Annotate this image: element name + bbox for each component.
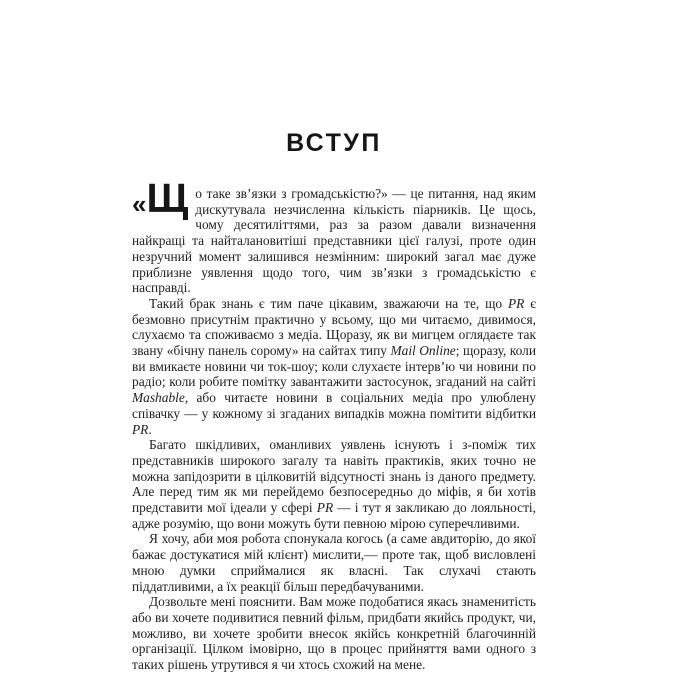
text-run: , або читаєте новини в соціальних медіа про улюблену співачку — у кожному зі згаданих випадків можна помітити відбитки xyxy=(132,390,536,421)
italic-run: PR xyxy=(508,295,525,311)
text-run: о таке зв’язки з громадськістю?» — це питання, над яким дискутувала незчисленна кількість піарників. Це щось, чому десятиліттями, раз за разом давали визначення найкращі та найталановитіші представники цієї галузі, проте один незручний момент залишився незмінним: широкий загал має дуже приблизне уявлення щодо того, чим зв’язки з громадськістю є насправді. xyxy=(132,186,536,296)
text-run: є безмовно присутнім практично у всьому, що ми читаємо, дивимося, слухаємо та споживаємо з медіа. Щоразу, як ви мигцем оглядаєте так звану «бічну панель сорому» на сайтах типу xyxy=(132,295,536,359)
text-run: Я хочу, аби моя робота спонукала когось (а саме авдиторію, до якої бажає достукатися мій клієнт) мислити,— проте так, щоб висловлені мною думки сприймалися як власні. Так слухачі стають піддатливими, а їх реакції більш передбачуваними. xyxy=(132,531,536,594)
text-run: Такий брак знань є тим паче цікавим, зважаючи на те, що xyxy=(149,295,508,311)
text-run: . xyxy=(148,421,152,437)
paragraph xyxy=(132,437,536,531)
paragraph xyxy=(132,296,536,437)
text-run: Дозвольте мені пояснити. Вам може подобатися якась знаменитість або ви хочете подивитися певний фільм, придбати якийсь продукт, чи, можливо, ви хочете зробити внесок якійсь конкретній благочинній організації. Цілком імовірно, що в процес прийняття вами одного з таких рішень утрутився я чи хтось схожий на мене. xyxy=(132,594,536,673)
text-run: ; щоразу, коли ви вмикаєте новини чи ток-шоу; коли слухаєте інтерв’ю чи новини по радіо; коли робите помітку завантажити застосунок, згаданий на сайті xyxy=(132,343,537,390)
text-run: Багато шкідливих, оманливих уявлень існують і з-поміж тих представників широкого загалу та навіть практиків, яких точно не можна запідозрити в цілковитій відсутності знань із даного предмету. Але перед тим як ми перейдемо безпосередньо до міфів, я би хотів представити мої ідеали у сфері xyxy=(132,437,536,516)
paragraph xyxy=(132,594,536,673)
drop-cap: «Щ xyxy=(132,175,189,221)
italic-run: Mashable xyxy=(132,390,185,406)
paragraph xyxy=(132,531,536,594)
text-run: — і тут я закликаю до лояльності, адже розумію, що вони можуть бути певною мірою суперечливими. xyxy=(132,500,536,531)
italic-run: PR xyxy=(132,421,149,437)
italic-run: Mail Online xyxy=(390,343,456,359)
body-text xyxy=(132,175,537,673)
italic-run: PR xyxy=(316,500,334,516)
paragraph xyxy=(132,175,536,296)
chapter-title: ВСТУП xyxy=(286,129,382,157)
